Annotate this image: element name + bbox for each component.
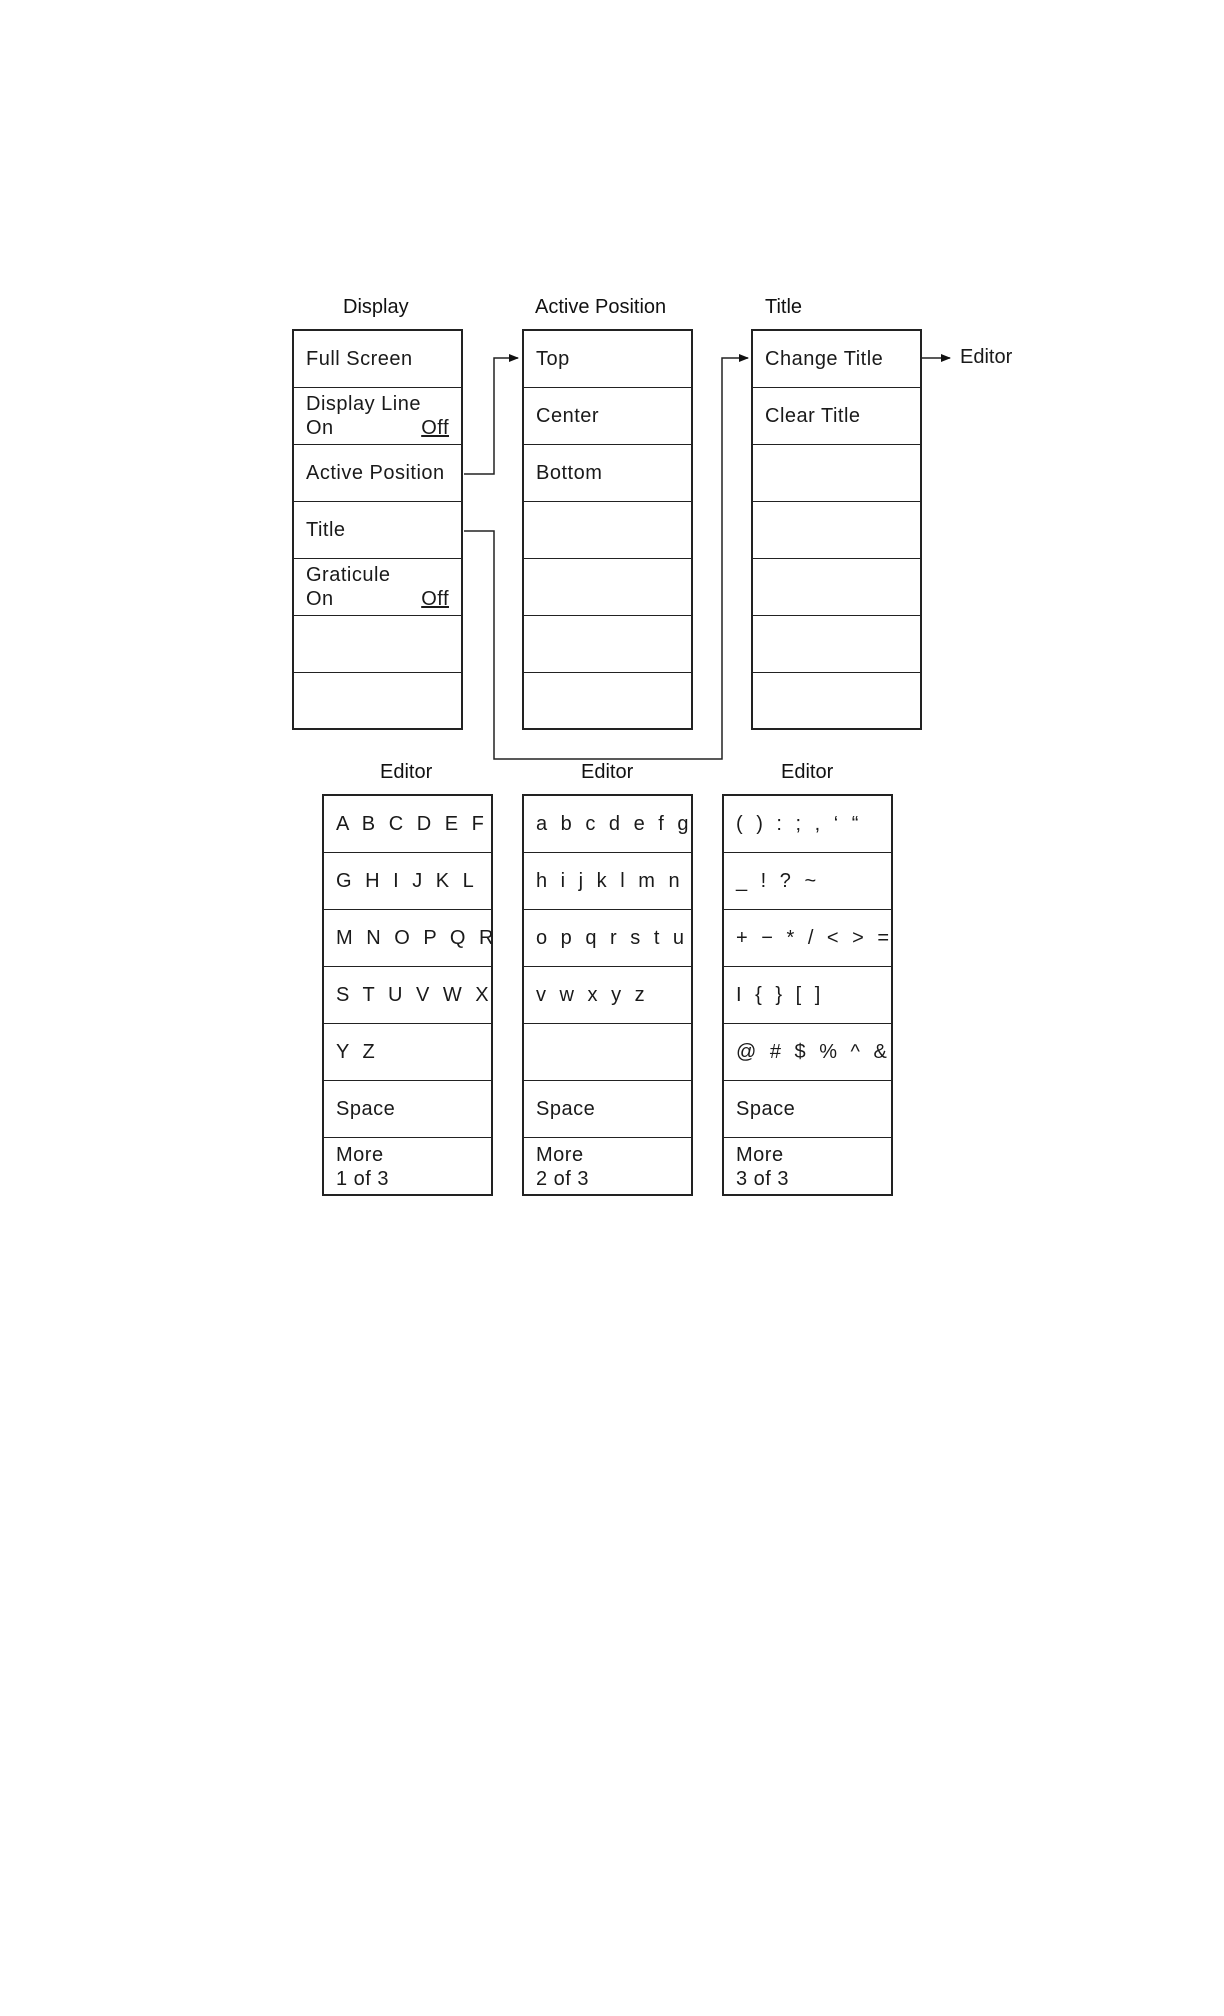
editor-key-label: o p q r s t u [536, 926, 689, 949]
display-menu-title: Display [343, 296, 409, 318]
display-line-label: Display Line [306, 393, 421, 415]
empty-key [753, 502, 920, 559]
editor-key[interactable] [724, 910, 894, 967]
editor-key[interactable] [324, 967, 491, 1024]
editor-key-label: I { } [ ] [736, 983, 825, 1006]
editor-key-label: M N O P Q R [336, 926, 498, 949]
more-label: More [736, 1143, 784, 1166]
editor-key[interactable] [324, 910, 498, 967]
title-menu [751, 329, 922, 730]
editor-key-label: h i j k l m n [536, 869, 684, 892]
editor-key-label: G H I J K L [336, 869, 478, 892]
top-label: Top [536, 347, 570, 370]
editor-key[interactable] [524, 910, 691, 967]
empty-key [753, 616, 920, 673]
editor-key[interactable] [324, 796, 491, 853]
empty-key [294, 673, 461, 730]
center-label: Center [536, 404, 600, 427]
clear-title-label: Clear Title [765, 404, 861, 427]
editor-key-label: @ # $ % ^ & [736, 1040, 891, 1063]
display-line-key[interactable] [294, 388, 461, 445]
editor-key-label: S T U V W X [336, 983, 493, 1006]
active-position-label: Active Position [306, 461, 445, 484]
more-page: 2 of 3 [536, 1167, 590, 1190]
editor-key[interactable] [724, 796, 891, 853]
editor-key[interactable] [724, 1024, 891, 1081]
empty-key [753, 559, 920, 616]
editor-key[interactable] [324, 1024, 491, 1081]
graticule-key[interactable] [294, 559, 461, 616]
active-position-connector [464, 358, 518, 474]
display-line-off: Off [421, 417, 449, 439]
empty-key [753, 673, 920, 730]
empty-key [524, 616, 691, 673]
editor-menu-3-title: Editor [781, 761, 834, 783]
editor-key[interactable] [524, 796, 691, 853]
editor-key-label: ( ) : ; , ‘ “ [736, 812, 863, 835]
active-position-menu [522, 329, 693, 730]
editor-arrow-label: Editor [960, 346, 1013, 368]
editor-menu-2-title: Editor [581, 761, 634, 783]
more-key[interactable] [324, 1138, 491, 1195]
title-label: Title [306, 518, 346, 541]
top-key[interactable] [524, 331, 691, 388]
space-label: Space [536, 1097, 596, 1120]
graticule-label: Graticule [306, 564, 391, 586]
space-key[interactable] [524, 1081, 691, 1138]
editor-key-label: Y Z [336, 1040, 379, 1063]
empty-key [294, 616, 461, 673]
editor-menu-1 [322, 794, 498, 1196]
empty-key [524, 502, 691, 559]
clear-title-key[interactable] [753, 388, 920, 445]
empty-key [524, 559, 691, 616]
space-key[interactable] [324, 1081, 491, 1138]
active-position-key[interactable] [294, 445, 461, 502]
display-menu [292, 329, 463, 730]
more-key[interactable] [524, 1138, 691, 1195]
graticule-on: On [306, 588, 334, 610]
display-line-on: On [306, 417, 334, 439]
empty-key [524, 673, 691, 730]
more-label: More [536, 1143, 584, 1166]
empty-key [753, 445, 920, 502]
graticule-off: Off [421, 588, 449, 610]
editor-menu-1-title: Editor [380, 761, 433, 783]
bottom-key[interactable] [524, 445, 691, 502]
more-page: 1 of 3 [336, 1167, 390, 1190]
change-title-key[interactable] [753, 331, 920, 388]
more-key[interactable] [724, 1138, 891, 1195]
title-key[interactable] [294, 502, 461, 559]
bottom-label: Bottom [536, 461, 603, 484]
editor-key[interactable] [524, 853, 691, 910]
editor-key-label: + − * / < > = [736, 926, 894, 949]
space-label: Space [336, 1097, 396, 1120]
editor-menu-3 [722, 794, 893, 1196]
editor-key-label: a b c d e f g [536, 812, 693, 835]
editor-key-label: A B C D E F [336, 812, 488, 835]
editor-key-label: _ ! ? ~ [736, 869, 821, 892]
editor-key[interactable] [524, 967, 691, 1024]
editor-key-label: v w x y z [536, 983, 649, 1006]
editor-menu-2 [522, 794, 693, 1196]
title-menu-title: Title [765, 296, 803, 318]
editor-key[interactable] [724, 853, 891, 910]
more-page: 3 of 3 [736, 1167, 790, 1190]
change-title-label: Change Title [765, 347, 884, 370]
full-screen-label: Full Screen [306, 347, 413, 370]
more-label: More [336, 1143, 384, 1166]
active-position-menu-title: Active Position [535, 296, 667, 318]
empty-key [524, 1024, 691, 1081]
center-key[interactable] [524, 388, 691, 445]
full-screen-key[interactable] [294, 331, 461, 388]
editor-key[interactable] [724, 967, 891, 1024]
space-key[interactable] [724, 1081, 891, 1138]
space-label: Space [736, 1097, 796, 1120]
editor-key[interactable] [324, 853, 491, 910]
